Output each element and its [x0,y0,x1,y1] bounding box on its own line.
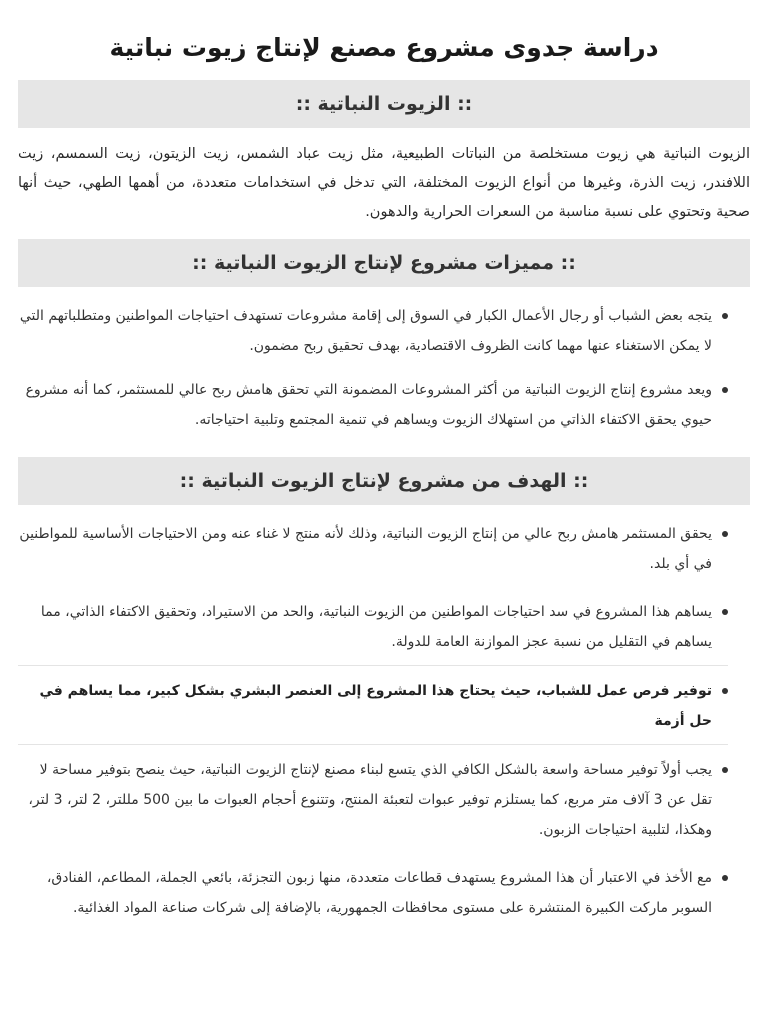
list-item [18,676,728,745]
intro-paragraph: الزيوت النباتية هي زيوت مستخلصة من النباتات الطبيعية، مثل زيت عباد الشمس، زيت الزيتون، زيت السمسم، زيت اللافندر، زيت الذرة، وغيرها من أنواع الزيوت المختلفة، التي تدخل في استخدامات متعددة، من أهمها الطهي، حيث أنها صحية وتحتوي على نسبة مناسبة من السعرات الحرارية والدهون. [18,146,750,220]
bullet-dot-icon [722,387,728,393]
list-item-text: مع الأخذ في الاعتبار أن هذا المشروع يستهدف قطاعات متعددة، منها زبون التجزئة، بائعي الجملة، المطاعم، الفنادق، السوبر ماركت الكبيرة المنتشرة على مستوى محافظات الجمهورية، بالإضافة إلى شركات صناعة المواد الغذائية. [46,870,712,916]
list-item-text: توفير فرص عمل للشباب، حيث يحتاج هذا المشروع إلى العنصر البشري بشكل كبير، مما يساهم في حل أزمة [39,683,712,729]
list-item-text: يتجه بعض الشباب أو رجال الأعمال الكبار في السوق إلى إقامة مشروعات تستهدف احتياجات المواطنين ومتطلباتهم التي لا يمكن الاستغناء عنها مهما كانت الظروف الاقتصادية، بهدف تحقيق ربح مضمون. [19,308,712,354]
bullet-dot-icon [722,688,728,694]
bullet-dot-icon [722,313,728,319]
bullet-dot-icon [722,609,728,615]
bullet-dot-icon [722,767,728,773]
list-item-text: يحقق المستثمر هامش ربح عالي من إنتاج الزيوت النباتية، وذلك لأنه منتج لا غناء عنه ومن الاحتياجات الأساسية للمواطنين في أي بلد. [19,526,712,572]
advantages-list [18,301,750,435]
section-header-vegetable-oils: :: الزيوت النباتية :: [18,80,750,128]
list-item-text: ويعد مشروع إنتاج الزيوت النباتية من أكثر المشروعات المضمونة التي تحقق هامش ربح عالي للمستثمر، كما أنه مشروع حيوي يحقق الاكتفاء الذاتي من استهلاك الزيوت ويساهم في تنمية المجتمع وتلبية احتياجاته. [25,382,712,428]
section-header-project-advantages: :: مميزات مشروع لإنتاج الزيوت النباتية :: [18,239,750,287]
list-item [18,375,728,435]
list-item [18,863,728,931]
list-item [18,519,728,587]
list-item-text: يساهم هذا المشروع في سد احتياجات المواطنين من الزيوت النباتية، والحد من الاستيراد، وتحقيق الاكتفاء الذاتي، مما يساهم في التقليل من نسبة عجز الموازنة العامة للدولة. [40,604,712,650]
goals-list [18,519,750,931]
page-title: دراسة جدوى مشروع مصنع لإنتاج زيوت نباتية [109,33,659,62]
section-header-project-goal: :: الهدف من مشروع لإنتاج الزيوت النباتية :: [18,457,750,505]
bullet-dot-icon [722,531,728,537]
bullet-dot-icon [722,875,728,881]
list-item [18,755,728,853]
list-item [18,597,728,666]
list-item-text: يجب أولاً توفير مساحة واسعة بالشكل الكافي الذي يتسع لبناء مصنع لإنتاج الزيوت النباتية، حيث ينصح بتوفير مساحة لا تقل عن 3 آلاف متر مربع، كما يستلزم توفير عبوات لتعبئة المنتج، وتتنوع أحجام العبوات ما بين 500 مللتر، 2 لتر، 3 لتر، وهكذا، لتلبية احتياجات الزبون. [28,762,712,838]
list-item [18,301,728,361]
